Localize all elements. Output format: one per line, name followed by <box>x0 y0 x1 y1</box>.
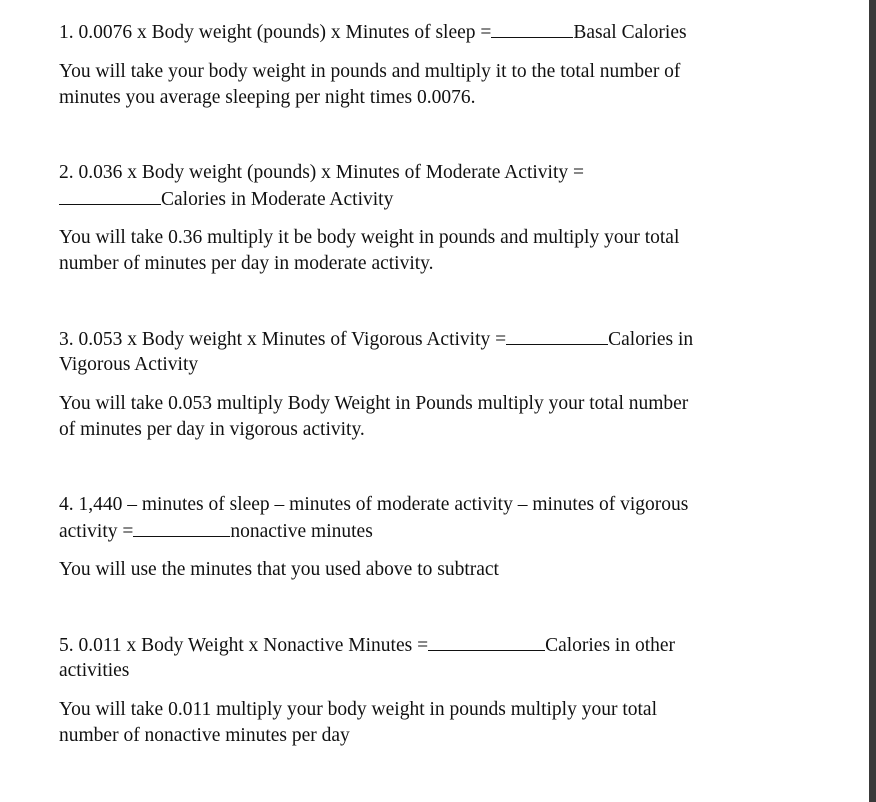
item-2-answer-blank <box>59 186 161 205</box>
item-1-explanation-line-2: minutes you average sleeping per night times 0.0076. <box>59 87 476 108</box>
item-1-formula <box>59 19 687 45</box>
item-5-explanation-line-2: number of nonactive minutes per day <box>59 725 350 746</box>
item-3-formula-line-2: Vigorous Activity <box>59 354 199 375</box>
item-3-answer-blank <box>506 326 608 345</box>
item-4-formula: 4. 1,440 – minutes of sleep – minutes of moderate activity – minutes of vigorous <box>59 494 689 515</box>
item-4-explanation-line-1: You will use the minutes that you used above to subtract <box>59 559 499 580</box>
item-4-answer-blank <box>133 518 230 537</box>
item-5-answer-blank <box>428 632 545 651</box>
item-3-explanation-line-2: of minutes per day in vigorous activity. <box>59 419 365 440</box>
viewer-right-edge <box>869 0 876 802</box>
item-1-explanation-line-1: You will take your body weight in pounds and multiply it to the total number of <box>59 61 681 82</box>
item-2-formula-line-2 <box>59 186 393 212</box>
item-4-formula-line-2 <box>59 518 373 544</box>
item-5-formula-suffix: Calories in other <box>545 635 676 656</box>
item-3-explanation-line-1: You will take 0.053 multiply Body Weight in Pounds multiply your total number <box>59 393 689 414</box>
item-5-formula-line-2: activities <box>59 660 130 681</box>
item-1-formula-suffix: Basal Calories <box>573 22 687 43</box>
item-4-formula-suffix: nonactive minutes <box>230 521 373 542</box>
item-2-explanation-line-1: You will take 0.36 multiply it be body weight in pounds and multiply your total <box>59 227 680 248</box>
item-3-formula-prefix: 3. 0.053 x Body weight x Minutes of Vigorous Activity = <box>59 329 507 350</box>
item-1-formula-prefix: 1. 0.0076 x Body weight (pounds) x Minutes of sleep = <box>59 22 492 43</box>
item-2-explanation-line-2: number of minutes per day in moderate activity. <box>59 253 434 274</box>
item-5-formula <box>59 632 675 658</box>
item-2-formula-suffix: Calories in Moderate Activity <box>161 189 394 210</box>
item-5-explanation-line-1: You will take 0.011 multiply your body weight in pounds multiply your total <box>59 699 657 720</box>
item-3-formula-suffix: Calories in <box>608 329 694 350</box>
item-5-formula-prefix: 5. 0.011 x Body Weight x Nonactive Minutes = <box>59 635 429 656</box>
item-1-answer-blank <box>491 19 573 38</box>
item-2-formula: 2. 0.036 x Body weight (pounds) x Minutes of Moderate Activity = <box>59 162 584 183</box>
item-4-formula-prefix: activity = <box>59 521 134 542</box>
item-3-formula <box>59 326 693 352</box>
